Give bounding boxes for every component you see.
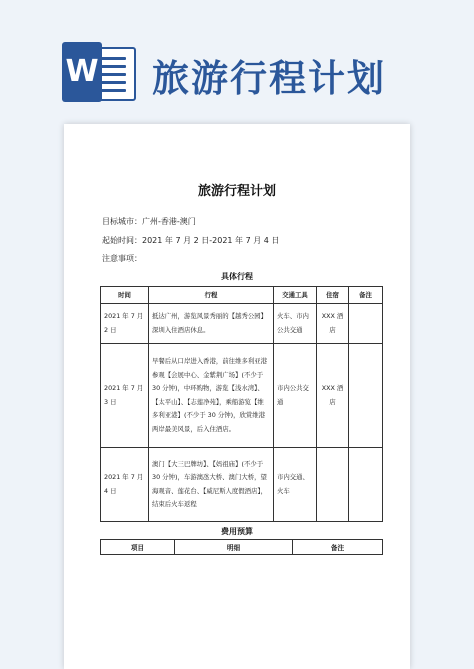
row-lodging: XXX 酒店 bbox=[317, 344, 349, 448]
destination-value: 广州-香港-澳门 bbox=[142, 217, 196, 226]
dates-value: 2021 年 7 月 2 日-2021 年 7 月 4 日 bbox=[142, 236, 280, 245]
itinerary-table bbox=[100, 286, 383, 522]
row-lodging: XXX 酒店 bbox=[317, 304, 349, 344]
row-plan: 早餐后从口岸进入香港，前往维多利亚港参观【会展中心、金紫荆广场】(不少于 30 分钟)，中环购物，游览【浅水湾】、【太平山】、【志莲净苑】，乘船游览【维多利亚港】(不少于 30 分钟)，欣赏维港两岸最美风景，后入住酒店。 bbox=[149, 344, 274, 448]
budget-header-remark: 备注 bbox=[293, 540, 383, 555]
table-row bbox=[101, 304, 383, 344]
notes-label: 注意事项： bbox=[102, 254, 142, 263]
header-transport: 交通工具 bbox=[274, 287, 317, 304]
dates-label: 起始时间： bbox=[102, 236, 142, 245]
row-remark bbox=[349, 448, 383, 522]
destination-label: 目标城市： bbox=[102, 217, 142, 226]
budget-header-row bbox=[101, 540, 383, 555]
header-remark: 备注 bbox=[349, 287, 383, 304]
header-lodging: 住宿 bbox=[317, 287, 349, 304]
table-row bbox=[101, 448, 383, 522]
budget-header-item: 项目 bbox=[101, 540, 175, 555]
row-transport: 市内公共交通 bbox=[274, 344, 317, 448]
document-title: 旅游行程计划 bbox=[197, 184, 276, 199]
row-date: 2021 年 7 月 2 日 bbox=[101, 304, 149, 344]
budget-title: 费用预算 bbox=[221, 527, 253, 536]
row-lodging bbox=[317, 448, 349, 522]
destination-line bbox=[102, 216, 196, 227]
row-date: 2021 年 7 月 3 日 bbox=[101, 344, 149, 448]
header-plan: 行程 bbox=[149, 287, 274, 304]
word-letter-logo: W bbox=[62, 42, 102, 102]
row-remark bbox=[349, 344, 383, 448]
budget-table bbox=[100, 539, 383, 555]
header-time: 时间 bbox=[101, 287, 149, 304]
budget-header-detail: 明细 bbox=[175, 540, 293, 555]
row-plan: 抵达广州，游览风景秀丽的【越秀公园】深圳入住酒店休息。 bbox=[149, 304, 274, 344]
notes-line bbox=[102, 253, 142, 264]
document-page bbox=[64, 124, 410, 669]
row-date: 2021 年 7 月 4 日 bbox=[101, 448, 149, 522]
row-plan: 澳门【大三巴牌坊】、【妈祖庙】(不少于 30 分钟)，车游澳氹大桥、澳门大桥，望海观音、莲花台、【威尼斯人度假酒店】，结束后火车返程 bbox=[149, 448, 274, 522]
row-transport: 火车、市内公共交通 bbox=[274, 304, 317, 344]
table-row bbox=[101, 344, 383, 448]
banner-title: 旅游行程计划 bbox=[152, 57, 386, 100]
itinerary-header-row bbox=[101, 287, 383, 304]
word-app-icon bbox=[62, 42, 134, 102]
row-transport: 市内交通、火车 bbox=[274, 448, 317, 522]
row-remark bbox=[349, 304, 383, 344]
banner bbox=[0, 0, 474, 120]
dates-line bbox=[102, 235, 279, 246]
itinerary-title: 具体行程 bbox=[221, 272, 253, 281]
